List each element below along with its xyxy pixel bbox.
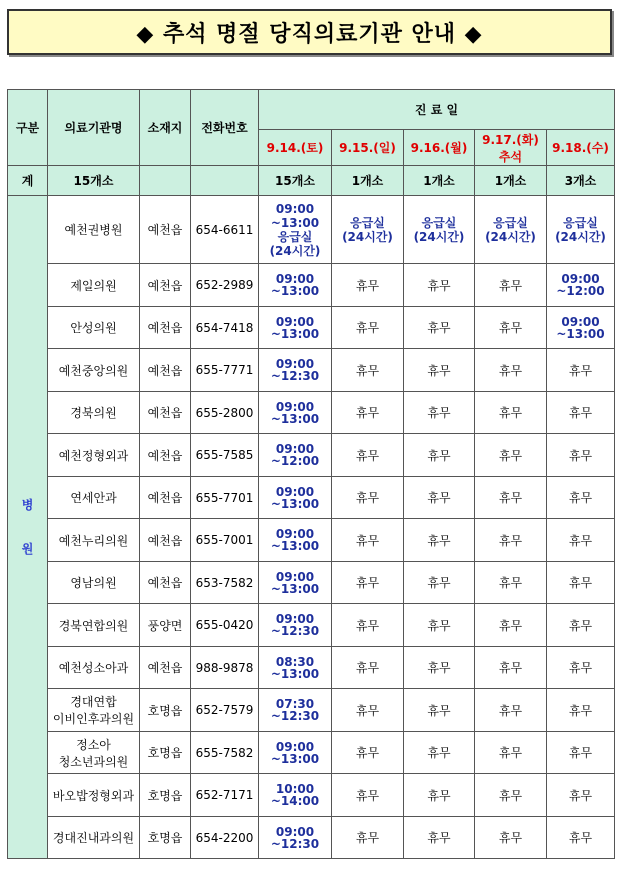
total-label: 계 (8, 166, 48, 196)
table-row (8, 689, 615, 732)
institution-location: 예천읍 (140, 477, 191, 519)
day-5-status: 휴무 (547, 519, 615, 562)
header-date-4 (475, 130, 547, 166)
institution-location: 예천읍 (140, 307, 191, 349)
institution-name: 경대진내과의원 (48, 817, 140, 859)
table-row (8, 477, 615, 519)
header-date-1 (259, 130, 332, 166)
day-4-status: 휴무 (475, 519, 547, 562)
day-5-status: 휴무 (547, 349, 615, 392)
day-2-status: 휴무 (332, 349, 404, 392)
day-4-status: 휴무 (475, 264, 547, 307)
table-row (8, 307, 615, 349)
day-5-status: 휴무 (547, 647, 615, 689)
institution-name: 연세안과 (48, 477, 140, 519)
header-phone: 전화번호 (191, 90, 259, 166)
duty-clinic-table (7, 89, 615, 859)
institution-name: 안성의원 (48, 307, 140, 349)
day-3-status: 휴무 (404, 477, 475, 519)
total-loc-empty (140, 166, 191, 196)
header-institution: 의료기관명 (48, 90, 140, 166)
day-5-status: 휴무 (547, 774, 615, 817)
institution-location: 예천읍 (140, 196, 191, 264)
day-2-status: 휴무 (332, 264, 404, 307)
day-5-status: 휴무 (547, 477, 615, 519)
day-5-status: 09:00 ~12:00 (547, 264, 615, 307)
institution-phone: 654-2200 (191, 817, 259, 859)
day-1-status: 09:00 ~12:30 (259, 817, 332, 859)
institution-location: 호명읍 (140, 689, 191, 732)
day-5-status: 휴무 (547, 689, 615, 732)
header-date-5 (547, 130, 615, 166)
header-date-3 (404, 130, 475, 166)
day-2-status: 휴무 (332, 689, 404, 732)
day-3-status: 휴무 (404, 647, 475, 689)
institution-name: 정소아 청소년과의원 (48, 732, 140, 774)
table-row (8, 562, 615, 604)
institution-phone: 654-6611 (191, 196, 259, 264)
table-row (8, 264, 615, 307)
header-category: 구분 (8, 90, 48, 166)
day-1-status: 09:00 ~13:00 (259, 477, 332, 519)
institution-phone: 653-7582 (191, 562, 259, 604)
institution-phone: 655-0420 (191, 604, 259, 647)
day-3-status: 응급실 (24시간) (404, 196, 475, 264)
header-location: 소재지 (140, 90, 191, 166)
header-date-2 (332, 130, 404, 166)
day-4-status: 휴무 (475, 562, 547, 604)
table-row (8, 519, 615, 562)
table-row (8, 647, 615, 689)
total-day-1: 15개소 (259, 166, 332, 196)
day-4-status: 휴무 (475, 349, 547, 392)
day-4-status: 휴무 (475, 647, 547, 689)
institution-name: 예천정형외과 (48, 434, 140, 477)
day-1-status: 09:00 ~13:00 응급실 (24시간) (259, 196, 332, 264)
day-1-status: 09:00 ~12:30 (259, 349, 332, 392)
total-phone-empty (191, 166, 259, 196)
total-row (8, 166, 615, 196)
page-title: ◆ 추석 명절 당직의료기관 안내 ◆ (136, 21, 483, 47)
day-3-status: 휴무 (404, 392, 475, 434)
day-1-status: 09:00 ~13:00 (259, 562, 332, 604)
day-2-status: 휴무 (332, 434, 404, 477)
group-label-char: 병 (21, 498, 34, 512)
day-5-status: 휴무 (547, 732, 615, 774)
day-3-status: 휴무 (404, 307, 475, 349)
day-5-status: 휴무 (547, 434, 615, 477)
day-1-status: 09:00 ~13:00 (259, 307, 332, 349)
day-2-status: 휴무 (332, 519, 404, 562)
institution-location: 호명읍 (140, 817, 191, 859)
header-treatment-day: 진 료 일 (259, 90, 615, 130)
day-2-status: 휴무 (332, 562, 404, 604)
table-row (8, 392, 615, 434)
header-date-label: 9.18.(수) (552, 141, 609, 155)
institution-name: 예천누리의원 (48, 519, 140, 562)
table-row (8, 774, 615, 817)
header-date-label: 9.14.(토) (266, 141, 324, 155)
total-day-5: 3개소 (547, 166, 615, 196)
day-2-status: 휴무 (332, 647, 404, 689)
institution-phone: 655-2800 (191, 392, 259, 434)
institution-name: 예천성소아과 (48, 647, 140, 689)
day-4-status: 휴무 (475, 307, 547, 349)
institution-name: 바오밥정형외과 (48, 774, 140, 817)
institution-phone: 652-2989 (191, 264, 259, 307)
table-row (8, 732, 615, 774)
day-1-status: 09:00 ~13:00 (259, 392, 332, 434)
day-4-status: 휴무 (475, 732, 547, 774)
total-day-3: 1개소 (404, 166, 475, 196)
table-row (8, 817, 615, 859)
institution-phone: 652-7171 (191, 774, 259, 817)
institution-location: 예천읍 (140, 519, 191, 562)
institution-name: 경북의원 (48, 392, 140, 434)
day-4-status: 휴무 (475, 604, 547, 647)
header-date-label: 9.16.(월) (410, 141, 468, 155)
institution-phone: 988-9878 (191, 647, 259, 689)
day-3-status: 휴무 (404, 817, 475, 859)
total-count: 15개소 (48, 166, 140, 196)
institution-phone: 654-7418 (191, 307, 259, 349)
day-5-status: 휴무 (547, 604, 615, 647)
institution-location: 예천읍 (140, 392, 191, 434)
day-1-status: 09:00 ~13:00 (259, 519, 332, 562)
total-day-2: 1개소 (332, 166, 404, 196)
institution-name: 경북연합의원 (48, 604, 140, 647)
day-4-status: 휴무 (475, 774, 547, 817)
day-1-status: 09:00 ~13:00 (259, 264, 332, 307)
day-5-status: 휴무 (547, 562, 615, 604)
institution-phone: 655-7585 (191, 434, 259, 477)
day-3-status: 휴무 (404, 519, 475, 562)
day-3-status: 휴무 (404, 349, 475, 392)
day-1-status: 09:00 ~12:30 (259, 604, 332, 647)
title-banner (7, 9, 612, 55)
day-2-status: 휴무 (332, 817, 404, 859)
day-1-status: 10:00 ~14:00 (259, 774, 332, 817)
institution-phone: 655-7771 (191, 349, 259, 392)
day-4-status: 휴무 (475, 392, 547, 434)
day-2-status: 휴무 (332, 392, 404, 434)
day-4-status: 휴무 (475, 689, 547, 732)
day-2-status: 휴무 (332, 307, 404, 349)
day-3-status: 휴무 (404, 434, 475, 477)
day-3-status: 휴무 (404, 689, 475, 732)
table-row (8, 196, 615, 264)
table-row (8, 604, 615, 647)
day-5-status: 응급실 (24시간) (547, 196, 615, 264)
day-1-status: 09:00 ~13:00 (259, 732, 332, 774)
table-row (8, 349, 615, 392)
day-3-status: 휴무 (404, 264, 475, 307)
institution-location: 호명읍 (140, 774, 191, 817)
institution-phone: 655-7001 (191, 519, 259, 562)
institution-location: 예천읍 (140, 647, 191, 689)
day-2-status: 응급실 (24시간) (332, 196, 404, 264)
institution-name: 예천중앙의원 (48, 349, 140, 392)
institution-location: 예천읍 (140, 349, 191, 392)
day-3-status: 휴무 (404, 562, 475, 604)
institution-location: 예천읍 (140, 562, 191, 604)
total-day-4: 1개소 (475, 166, 547, 196)
institution-location: 예천읍 (140, 434, 191, 477)
table-row (8, 434, 615, 477)
institution-phone: 655-7701 (191, 477, 259, 519)
day-1-status: 09:00 ~12:00 (259, 434, 332, 477)
day-1-status: 08:30 ~13:00 (259, 647, 332, 689)
day-5-status: 09:00 ~13:00 (547, 307, 615, 349)
day-5-status: 휴무 (547, 817, 615, 859)
header-date-label: 9.17.(화) (482, 132, 539, 147)
day-2-status: 휴무 (332, 774, 404, 817)
day-4-status: 응급실 (24시간) (475, 196, 547, 264)
institution-location: 호명읍 (140, 732, 191, 774)
institution-name: 제일의원 (48, 264, 140, 307)
institution-phone: 652-7579 (191, 689, 259, 732)
institution-location: 예천읍 (140, 264, 191, 307)
day-4-status: 휴무 (475, 477, 547, 519)
day-3-status: 휴무 (404, 604, 475, 647)
institution-phone: 655-7582 (191, 732, 259, 774)
day-1-status: 07:30 ~12:30 (259, 689, 332, 732)
group-label-hospital (8, 196, 48, 859)
day-4-status: 휴무 (475, 817, 547, 859)
institution-location: 풍양면 (140, 604, 191, 647)
header-date-label: 9.15.(일) (339, 141, 396, 155)
day-2-status: 휴무 (332, 732, 404, 774)
day-2-status: 휴무 (332, 477, 404, 519)
header-date-sublabel: 추석 (498, 149, 523, 164)
group-label-char: 원 (21, 542, 34, 556)
institution-name: 영남의원 (48, 562, 140, 604)
day-3-status: 휴무 (404, 732, 475, 774)
day-5-status: 휴무 (547, 392, 615, 434)
day-3-status: 휴무 (404, 774, 475, 817)
institution-name: 경대연합 이비인후과의원 (48, 689, 140, 732)
day-2-status: 휴무 (332, 604, 404, 647)
institution-name: 예천권병원 (48, 196, 140, 264)
day-4-status: 휴무 (475, 434, 547, 477)
